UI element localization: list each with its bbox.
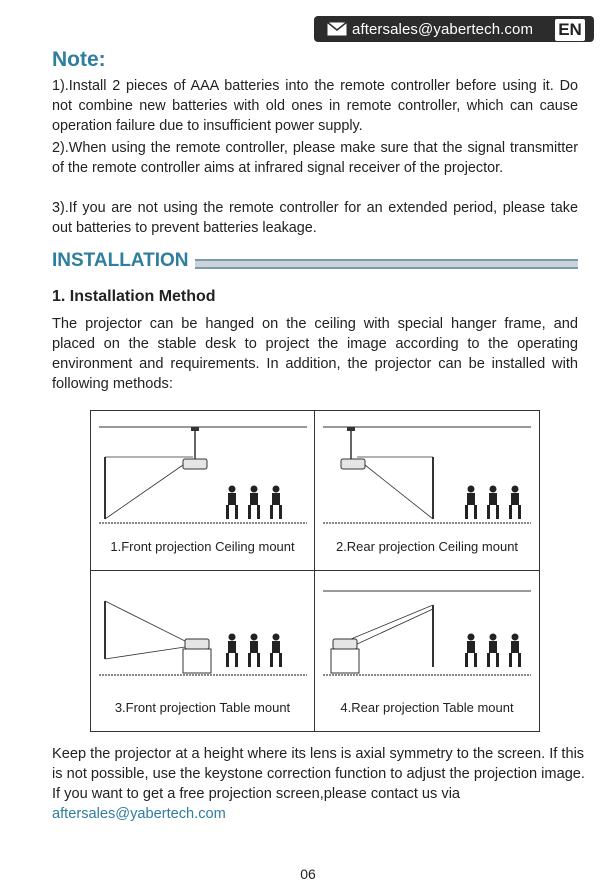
method-caption: 4.Rear projection Table mount [340, 700, 514, 715]
keystone-note: Keep the projector at a height where its lens is axial symmetry to the screen. If this is not possible, use the keystone correction function to adjust the projection image. [52, 746, 585, 782]
mail-icon [326, 21, 348, 37]
section-divider [195, 259, 579, 269]
method-rear-table [315, 571, 539, 731]
note-title: Note: [52, 48, 106, 71]
method-rear-ceiling [315, 411, 539, 571]
contact-email-link[interactable]: aftersales@yabertech.com [52, 806, 226, 822]
installation-methods-grid [90, 410, 540, 732]
note-item-1: 1).Install 2 pieces of AAA batteries into the remote controller before using it. Do not combine new batteries with old ones in remote controller, which can cause operation failure due to insufficient power supply. [52, 78, 578, 134]
front-table-illustration [97, 579, 309, 691]
method-caption: 2.Rear projection Ceiling mount [335, 539, 519, 554]
language-badge: EN [554, 18, 586, 42]
method-caption: 1.Front projection Ceiling mount [110, 539, 295, 554]
front-ceiling-illustration [97, 419, 309, 531]
section-header [52, 248, 578, 274]
section-title: INSTALLATION [52, 250, 189, 271]
note-item-3: 3).If you are not using the remote controller for an extended period, please take out batteries to prevent batteries leakage. [52, 200, 578, 236]
method-front-table [91, 571, 315, 731]
page-number: 06 [300, 866, 316, 882]
note-item-2: 2).When using the remote controller, please make sure that the signal transmitter of the remote controller aims at infrared signal receiver of the projector. [52, 140, 578, 176]
method-front-ceiling [91, 411, 315, 571]
rear-table-illustration [321, 579, 533, 691]
installation-intro: The projector can be hanged on the ceiling with special hanger frame, and placed on the stable desk to project the image according to the operating environment and requirements. In addition, the projector can be installed with following methods: [52, 316, 578, 392]
contact-note: If you want to get a free projection screen,please contact us via [52, 786, 461, 802]
method-caption: 3.Front projection Table mount [114, 700, 291, 715]
installation-subheading: 1. Installation Method [52, 288, 216, 305]
header-bar [314, 16, 594, 42]
footer-text [52, 744, 592, 824]
header-email[interactable]: aftersales@yabertech.com [352, 20, 534, 38]
rear-ceiling-illustration [321, 419, 533, 531]
